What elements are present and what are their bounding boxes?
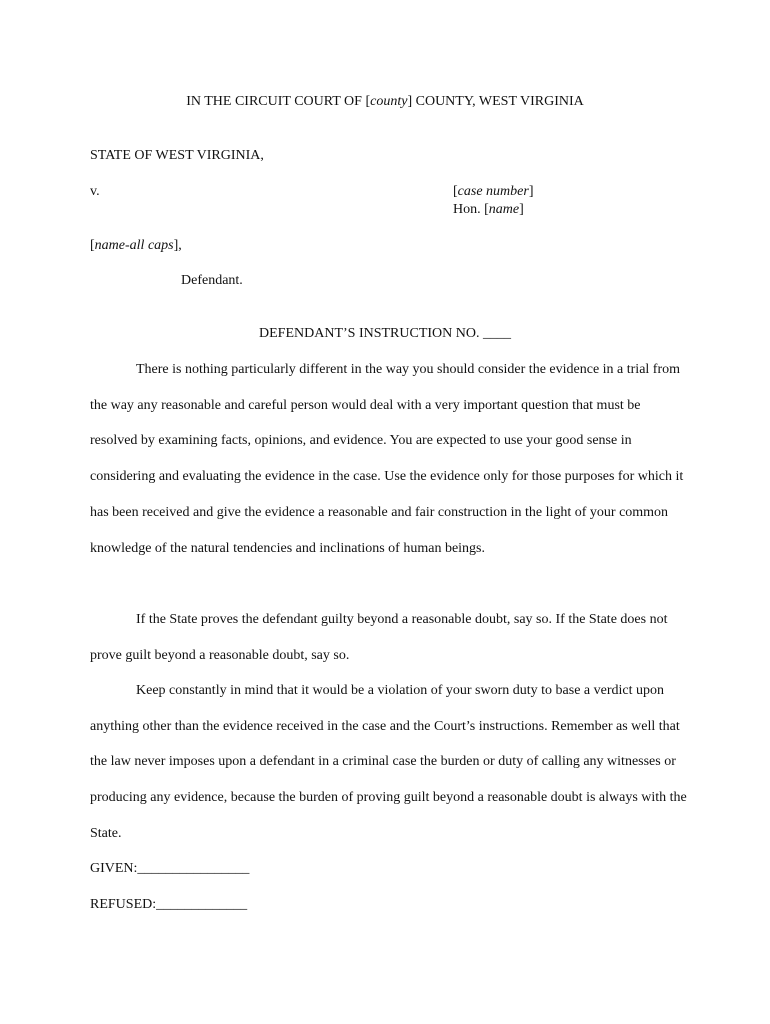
court-title-prefix: IN THE CIRCUIT COURT OF [ xyxy=(186,94,371,109)
judge-placeholder: name xyxy=(488,202,520,217)
defendant-open: [ xyxy=(90,238,95,253)
instruction-paragraph-3: Keep constantly in mind that it would be a violation of your sworn duty to base a verdict upon anything other than the evidence received in the case and the Court’s instructions. Remember as well that the law never imposes upon a defendant in a criminal case the burden or duty of calling any witnesses or producing any evidence, because the burden of proving guilt beyond a reasonable doubt is always with the State. xyxy=(90,683,687,841)
refused-signature-line: REFUSED:_____________ xyxy=(90,897,248,912)
instruction-paragraph-1: There is nothing particularly different in the way you should consider the evidence in a trial from the way any reasonable and careful person would deal with a very important question that must be resolved by examining facts, opinions, and evidence. You are expected to use your good sense in considering and evaluating the evidence in the case. Use the evidence only for those purposes for which it has been received and give the evidence a reasonable and fair construction in the light of your common knowledge of the natural tendencies and inclinations of human beings. xyxy=(90,362,684,556)
defendant-label: Defendant. xyxy=(181,273,243,288)
instruction-paragraph-2: If the State proves the defendant guilty beyond a reasonable doubt, say so. If the State does not prove guilt beyond a reasonable doubt, say so. xyxy=(90,612,668,663)
versus-label: v. xyxy=(90,184,100,199)
judge-close: ] xyxy=(519,202,524,217)
judge-name xyxy=(453,201,524,219)
county-placeholder: county xyxy=(370,94,408,109)
plaintiff-name: STATE OF WEST VIRGINIA, xyxy=(90,148,264,163)
case-number-placeholder: case number xyxy=(457,184,529,199)
defendant-close: ], xyxy=(173,238,182,253)
defendant-placeholder: name-all caps xyxy=(94,238,174,253)
case-number xyxy=(453,183,534,201)
case-number-close: ] xyxy=(528,184,534,199)
instruction-title: DEFENDANT’S INSTRUCTION NO. ____ xyxy=(259,326,511,341)
court-title-suffix: ] COUNTY, WEST VIRGINIA xyxy=(407,94,584,109)
court-title xyxy=(0,93,770,111)
given-signature-line: GIVEN:________________ xyxy=(90,861,250,876)
case-number-open: [ xyxy=(453,184,458,199)
defendant-name xyxy=(90,237,182,255)
judge-prefix: Hon. [ xyxy=(453,202,489,217)
